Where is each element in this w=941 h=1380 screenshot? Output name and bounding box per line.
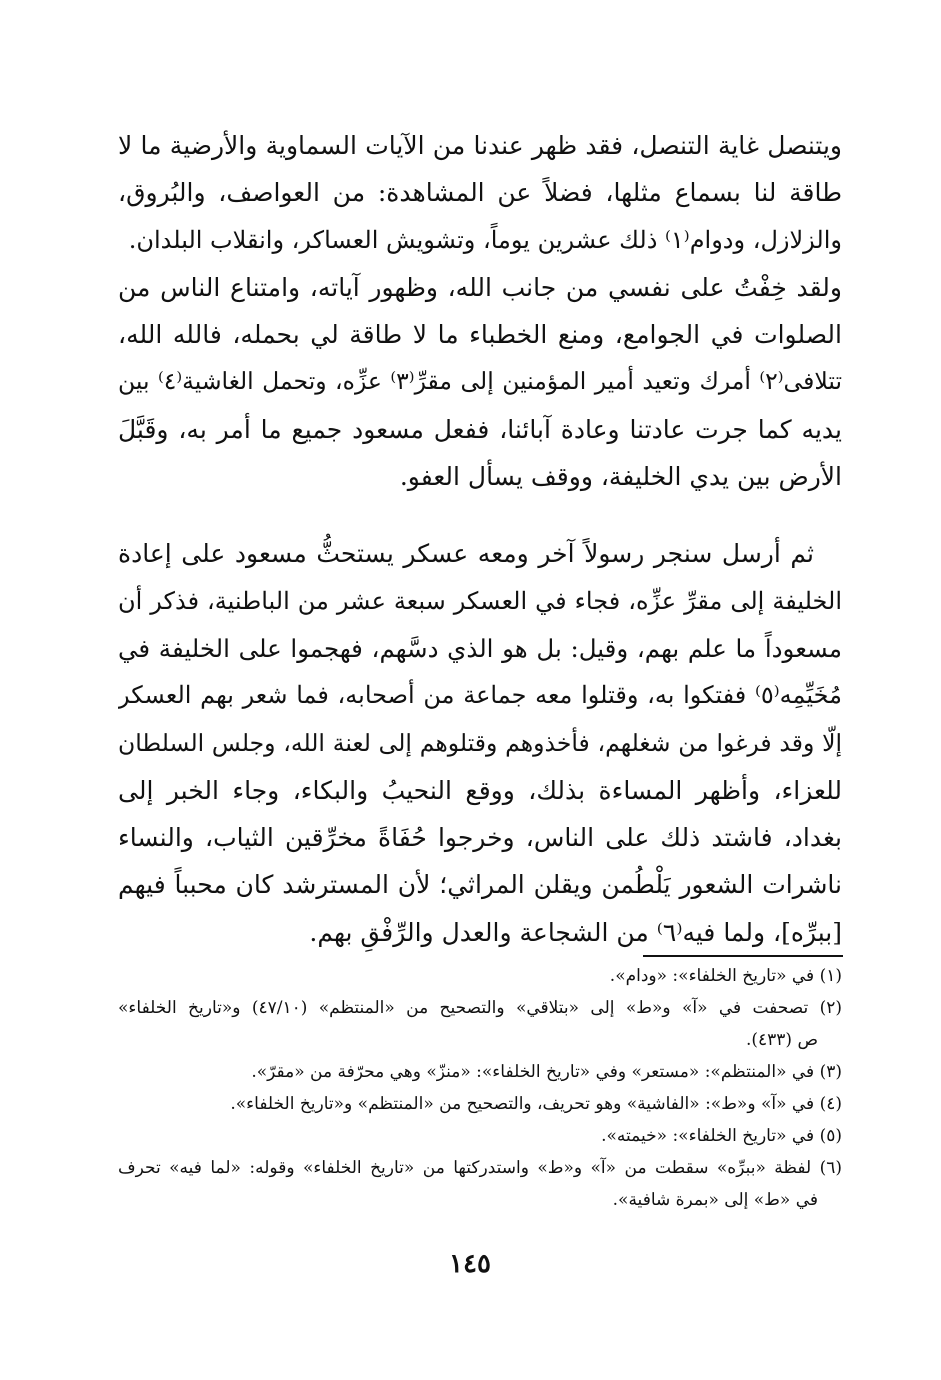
text-line: ولقد خِفْتُ على نفسي من جانب الله، وظهور آياته، وامتناع الناس من	[118, 272, 842, 302]
main-text	[118, 122, 842, 956]
footnote-2-continuation: ص (٤٣٣).	[745, 1030, 818, 1050]
page-number: ١٤٥	[449, 1249, 491, 1279]
text-line: ناشرات الشعور يَلْطُمن ويقلن المراثي؛ لأن المسترشد كان محبباً فيهم	[118, 870, 842, 900]
text-line: تتلافى⁽٢⁾ أمرك وتعيد أمير المؤمنين إلى مقرِّ⁽٣⁾ عزِّه، وتحمل الغاشية⁽٤⁾ بين	[118, 367, 842, 396]
footnote-separator	[643, 955, 843, 957]
footnote-1: (١) في «تاريخ الخلفاء»: «ودام».	[609, 966, 842, 986]
text-line: طاقة لنا بسماع مثلها، فضلاً عن المشاهدة: من العواصف، والبُروق،	[118, 178, 842, 208]
text-line: للعزاء، وأظهر المساءة بذلك، ووقع النحيبُ والبكاء، وجاء الخبر إلى	[118, 775, 842, 805]
text-line: ويتنصل غاية التنصل، فقد ظهر عندنا من الآيات السماوية والأرضية ما لا	[118, 131, 842, 160]
text-line: ثم أرسل سنجر رسولاً آخر ومعه عسكر يستحثُّ مسعود على إعادة	[118, 539, 814, 569]
footnotes	[118, 960, 842, 1216]
footnote-5: (٥) في «تاريخ الخلفاء»: «خيمته».	[601, 1126, 842, 1146]
text-line: مُخَيِّمِه⁽٥⁾ ففتكوا به، وقتلوا معه جماعة من أصحابه، فما شعر بهم العسكر	[118, 681, 842, 710]
paragraph-1	[118, 122, 842, 500]
footnote-6-continuation: في «ط» إلى «بمرة شافية».	[612, 1190, 818, 1210]
text-line: الصلوات في الجوامع، ومنع الخطباء ما لا طاقة لي بحمله، فالله الله،	[118, 320, 842, 350]
text-line: والزلازل، ودوام⁽١⁾ ذلك عشرين يوماً، وتشويش العساكر، وانقلاب البلدان.	[128, 225, 842, 254]
text-line: [ببرِّه]، ولما فيه⁽٦⁾ من الشجاعة والعدل والرِّفْقِ بهم.	[309, 917, 842, 947]
paragraph-2	[118, 530, 842, 956]
paragraph-gap	[118, 500, 842, 530]
footnote-6: (٦) لفظة «ببرِّه» سقطت من «آ» و«ط» واستدركتها من «تاريخ الخلفاء» وقوله: «لما فيه» تحرف	[118, 1158, 842, 1178]
text-line: إلّا وقد فرغوا من شغلهم، فأخذوهم وقتلوهم إلى لعنة الله، وجلس السلطان	[118, 728, 842, 757]
text-line: يديه كما جرت عادتنا وعادة آبائنا، ففعل مسعود جميع ما أمر به، وقَبَّلَ	[118, 414, 842, 444]
text-line: الخليفة إلى مقرِّ عزِّه، فجاء في العسكر سبعة عشر من الباطنية، فذكر أن	[118, 586, 842, 615]
footnote-4: (٤) في «آ» و«ط»: «الفاشية» وهو تحريف، والتصحيح من «المنتظم» و«تاريخ الخلفاء».	[230, 1094, 842, 1114]
text-line: بغداد، فاشتد ذلك على الناس، وخرجوا حُفَاةً مخرِّقين الثياب، والنساء	[118, 823, 842, 853]
text-line: مسعوداً ما علم بهم، وقيل: بل هو الذي دسَّهم، فهجموا على الخليفة في	[118, 633, 842, 663]
footnote-2: (٢) تصحفت في «آ» و«ط» إلى «بتلاقي» والتصحيح من «المنتظم» (٤٧/١٠) و«تاريخ الخلفاء»	[118, 998, 842, 1018]
text-line: الأرض بين يدي الخليفة، ووقف يسأل العفو.	[399, 462, 842, 492]
footnote-3: (٣) في «المنتظم»: «مستعر» وفي «تاريخ الخلفاء»: «منزّ» وهي محرّفة من «مقرّ».	[251, 1062, 842, 1082]
